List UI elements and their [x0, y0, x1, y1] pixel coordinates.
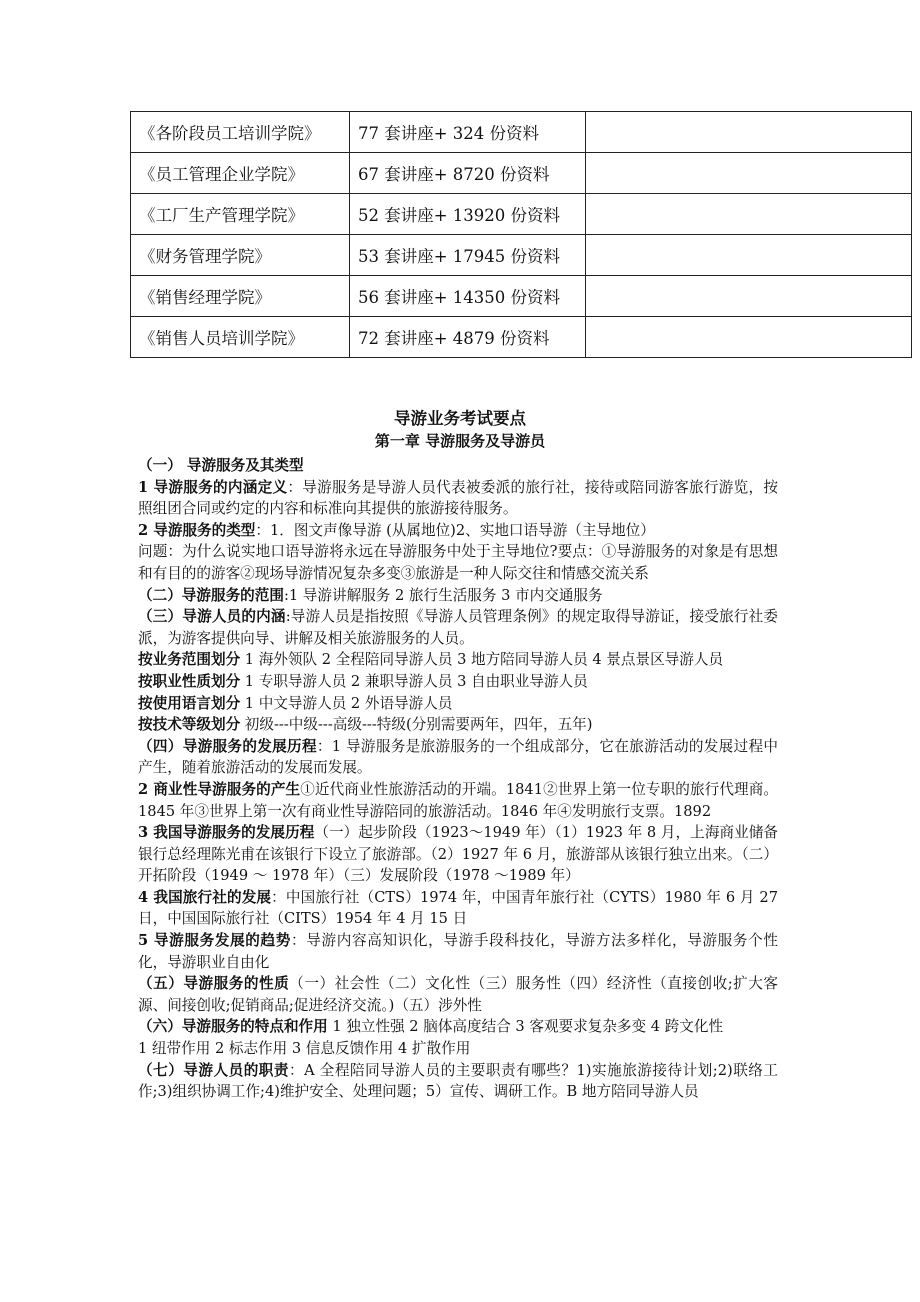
paragraph-text: 1 纽带作用 2 标志作用 3 信息反馈作用 4 扩散作用	[138, 1040, 471, 1058]
table-cell-content: 67 套讲座+ 8720 份资料	[350, 153, 586, 194]
paragraph-text: 1 独立性强 2 脑体高度结合 3 客观要求复杂多变 4 跨文化性	[327, 1018, 724, 1036]
paragraph	[138, 585, 778, 607]
table-cell-extra	[586, 194, 912, 235]
table-cell-extra	[586, 276, 912, 317]
table-cell-name: 《工厂生产管理学院》	[131, 194, 350, 235]
paragraph-text: ：中国旅行社（CTS）1974 年，中国青年旅行社（CYTS）1980 年 6 月 27 日，中国国际旅行社（CITS）1954 年 4 月 15 日	[138, 888, 778, 928]
paragraph-text: ：A 全程陪同导游人员的主要职责有哪些？1)实施旅游接待计划;2)联络工作;3)组织协调工作;4)维护安全、处理问题；5）宣传、调研工作。B 地方陪同导游人员	[138, 1061, 778, 1101]
table-row	[131, 112, 912, 153]
table-cell-extra	[586, 317, 912, 358]
table-cell-name: 《各阶段员工培训学院》	[131, 112, 350, 153]
table-cell-extra	[586, 153, 912, 194]
table-cell-name: 《财务管理学院》	[131, 235, 350, 276]
paragraph	[138, 973, 778, 1016]
paragraph-lead: 按业务范围划分	[138, 651, 241, 669]
paragraph	[138, 1016, 778, 1038]
table-cell-content: 56 套讲座+ 14350 份资料	[350, 276, 586, 317]
table-row	[131, 194, 912, 235]
paragraph	[138, 736, 778, 779]
resource-table	[130, 111, 912, 358]
table-cell-content: 53 套讲座+ 17945 份资料	[350, 235, 586, 276]
paragraph-lead: （七）导游人员的职责	[138, 1061, 290, 1079]
table-row	[131, 153, 912, 194]
paragraph-text: 1 中文导游人员 2 外语导游人员	[240, 694, 453, 712]
table-row	[131, 235, 912, 276]
chapter-title: 第一章 导游服务及导游员	[374, 432, 546, 450]
paragraph-lead: （三）导游人员的内涵	[138, 608, 286, 626]
paragraph	[138, 541, 778, 584]
paragraph-text: 初级---中级---高级---特级(分别需要两年，四年，五年)	[240, 716, 593, 734]
paragraph-lead: 按职业性质划分	[138, 672, 241, 690]
paragraph-lead: 2 商业性导游服务的产生	[138, 780, 301, 798]
paragraph	[138, 606, 778, 649]
paragraph-text: ：导游内容高知识化，导游手段科技化，导游方法多样化，导游服务个性化，导游职业自由化	[138, 932, 778, 971]
paragraph	[138, 822, 778, 887]
paragraph	[138, 1060, 778, 1103]
paragraph-text: 问题：为什么说实地口语导游将永远在导游服务中处于主导地位?要点：①导游服务的对象是有思想和有目的的游客②现场导游情况复杂多变③旅游是一种人际交往和情感交流关系	[138, 543, 778, 582]
table-cell-content: 52 套讲座+ 13920 份资料	[350, 194, 586, 235]
paragraph	[138, 649, 778, 671]
table-cell-name: 《销售经理学院》	[131, 276, 350, 317]
table-cell-extra	[586, 235, 912, 276]
paragraph-text: （一）起步阶段（1923～1949 年）（1）1923 年 8 月，上海商业储备银行总经理陈光甫在该银行下设立了旅游部。（2）1927 年 6 月，旅游部从该银行独立出来。（二）开拓阶段（1949 ～ 1978 年）（三）发展阶段（1978 ～1989 年）	[138, 824, 778, 885]
table-cell-content: 77 套讲座+ 324 份资料	[350, 112, 586, 153]
section-heading	[138, 455, 778, 477]
table-row	[131, 317, 912, 358]
table-row	[131, 276, 912, 317]
document-body	[138, 455, 778, 1103]
paragraph	[138, 714, 778, 736]
paragraph-lead: 3 我国导游服务的发展历程	[138, 824, 315, 842]
paragraph	[138, 671, 778, 693]
paragraph-text: 1 海外领队 2 全程陪同导游人员 3 地方陪同导游人员 4 景点景区导游人员	[240, 651, 724, 669]
paragraph-text: 1 专职导游人员 2 兼职导游人员 3 自由职业导游人员	[240, 672, 588, 690]
table-cell-name: 《员工管理企业学院》	[131, 153, 350, 194]
paragraph-text: ：1 导游服务是旅游服务的一个组成部分，它在旅游活动的发展过程中产生，随着旅游活动的发展而发展。	[138, 737, 778, 777]
paragraph	[138, 1038, 778, 1060]
paragraph	[138, 930, 778, 973]
table-cell-content: 72 套讲座+ 4879 份资料	[350, 317, 586, 358]
paragraph-lead: 按使用语言划分	[138, 694, 241, 712]
table-cell-extra	[586, 112, 912, 153]
paragraph-text: ：导游服务是导游人员代表被委派的旅行社，接待或陪同游客旅行游览，按照组团合同或约定的内容和标准向其提供的旅游接待服务。	[138, 478, 778, 518]
paragraph-lead: （二）导游服务的范围	[138, 586, 284, 604]
paragraph-lead: 5 导游服务发展的趋势	[138, 932, 292, 950]
paragraph-text: （一）社会性（二）文化性（三）服务性（四）经济性（直接创收;扩大客源、间接创收;促销商品;促进经济交流。)（五）涉外性	[138, 975, 778, 1014]
paragraph	[138, 693, 778, 715]
paragraph-lead: 按技术等级划分	[138, 716, 241, 734]
paragraph-text: :1 导游讲解服务 2 旅行生活服务 3 市内交通服务	[283, 586, 603, 604]
paragraph-text: ：1．图文声像导游 (从属地位)2、实地口语导游（主导地位）	[255, 521, 655, 539]
paragraph-lead: （六）导游服务的特点和作用	[138, 1018, 328, 1036]
document-title: 导游业务考试要点	[394, 409, 526, 428]
paragraph-lead: （五）导游服务的性质	[138, 975, 290, 993]
paragraph-lead: 4 我国旅行社的发展	[138, 888, 272, 906]
table-cell-name: 《销售人员培训学院》	[131, 317, 350, 358]
paragraph-text: :导游人员是指按照《导游人员管理条例》的规定取得导游证，接受旅行社委派，为游客提供向导、讲解及相关旅游服务的人员。	[138, 608, 778, 647]
paragraph-lead: （一） 导游服务及其类型	[138, 457, 304, 474]
paragraph-lead: 1 导游服务的内涵定义	[138, 478, 288, 496]
paragraph	[138, 779, 778, 822]
paragraph	[138, 477, 778, 520]
paragraph	[138, 520, 778, 542]
paragraph-lead: 2 导游服务的类型	[138, 521, 256, 539]
paragraph	[138, 887, 778, 930]
paragraph-text: ①近代商业性旅游活动的开端。1841②世界上第一位专职的旅行代理商。1845 年③世界上第一次有商业性导游陪同的旅游活动。1846 年④发明旅行支票。1892	[138, 780, 778, 820]
paragraph-lead: （四）导游服务的发展历程	[138, 737, 317, 755]
